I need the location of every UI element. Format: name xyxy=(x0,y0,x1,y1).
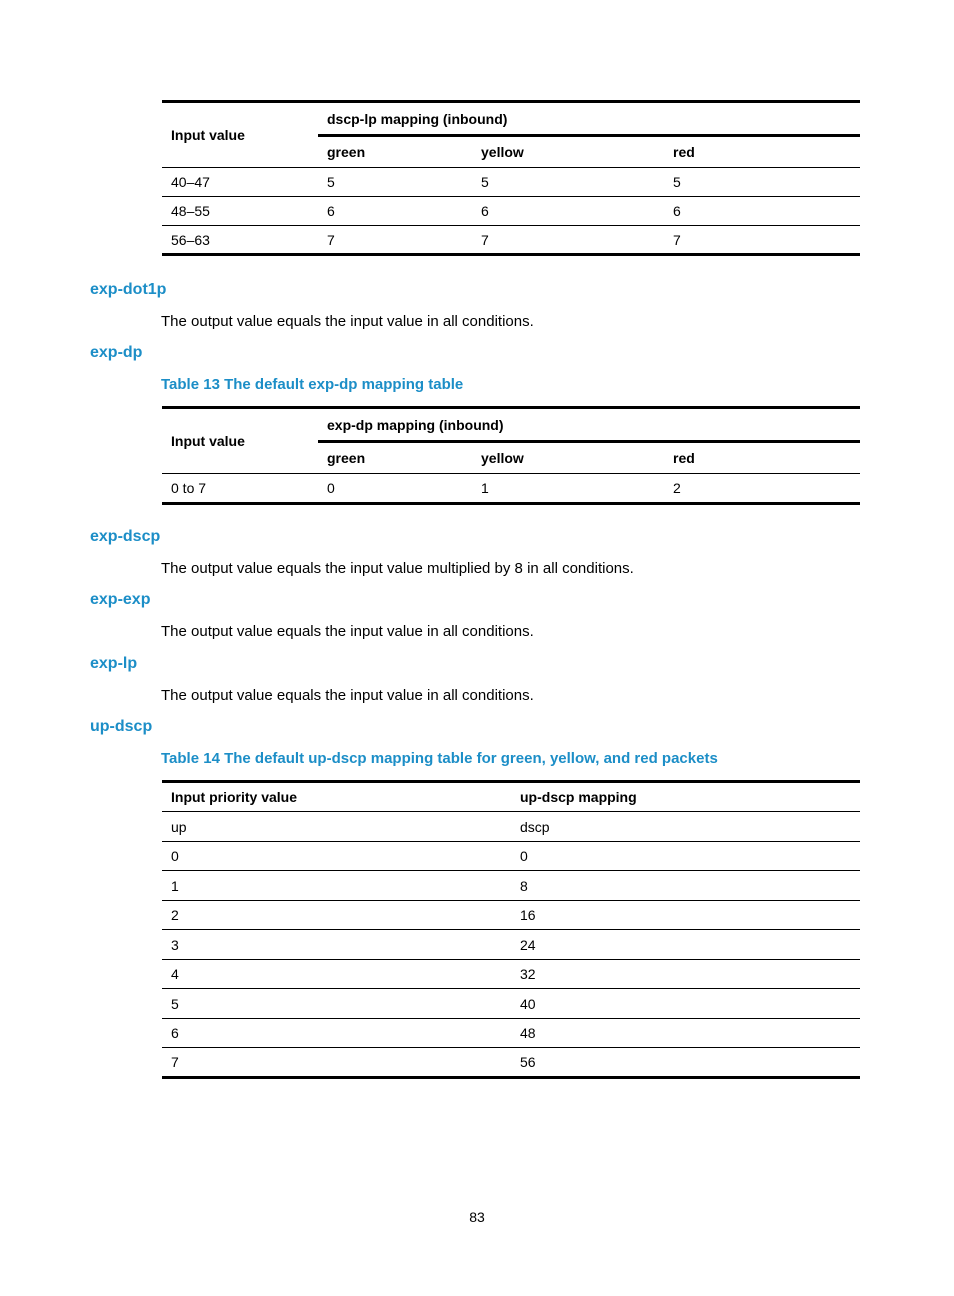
table-cell: 0 to 7 xyxy=(171,480,207,496)
table-cell: up xyxy=(171,818,187,835)
exp-dp-mapping-table xyxy=(162,406,860,505)
section-text-exp-dot1p: The output value equals the input value in all conditions. xyxy=(161,313,534,330)
table-cell: 6 xyxy=(327,203,335,219)
table-cell: 2 xyxy=(673,480,681,496)
section-heading-exp-exp: exp-exp xyxy=(90,591,151,608)
table-cell: 40 xyxy=(520,995,536,1012)
table-cell: 1 xyxy=(171,877,179,894)
table-cell: 3 xyxy=(171,936,179,953)
table-cell: dscp xyxy=(520,818,550,835)
section-text-exp-dscp: The output value equals the input value multiplied by 8 in all conditions. xyxy=(161,560,634,577)
table-header-red: red xyxy=(673,450,695,466)
table-row xyxy=(162,226,860,255)
table-cell: 2 xyxy=(171,907,179,923)
section-text-exp-exp: The output value equals the input value in all conditions. xyxy=(161,623,534,640)
table-row xyxy=(162,1048,860,1078)
table-cell: 40–47 xyxy=(171,174,210,190)
table-row xyxy=(162,960,860,989)
table-header-group: exp-dp mapping (inbound) xyxy=(318,408,860,442)
table-cell: 6 xyxy=(171,1025,179,1041)
table-cell: 0 xyxy=(327,480,335,496)
section-heading-exp-dp: exp-dp xyxy=(90,344,143,361)
table-header-input-priority: Input priority value xyxy=(171,789,298,805)
table-row xyxy=(162,901,860,930)
table-row xyxy=(162,168,860,197)
table-row xyxy=(162,812,860,842)
table-header-input-value: Input value xyxy=(171,127,245,143)
table-cell: 5 xyxy=(327,174,335,190)
table-cell: 24 xyxy=(520,936,536,953)
table-row xyxy=(162,989,860,1019)
table-cell: 1 xyxy=(481,480,489,496)
section-text-exp-lp: The output value equals the input value in all conditions. xyxy=(161,687,534,704)
table-header-yellow: yellow xyxy=(481,450,524,466)
section-heading-exp-dot1p: exp-dot1p xyxy=(90,281,167,298)
table-cell: 7 xyxy=(327,231,335,248)
table-row xyxy=(162,197,860,226)
table-cell: 0 xyxy=(171,848,179,864)
section-heading-up-dscp: up-dscp xyxy=(90,718,153,735)
table-cell: 6 xyxy=(481,203,489,219)
table-row xyxy=(162,474,860,504)
table-row xyxy=(162,871,860,901)
table-header-green: green xyxy=(327,450,366,466)
up-dscp-mapping-table xyxy=(162,780,860,1079)
table-caption-13: Table 13 The default exp-dp mapping table xyxy=(161,376,464,393)
table-cell: 4 xyxy=(171,966,179,982)
table-cell: 56–63 xyxy=(171,231,210,248)
table-cell: 7 xyxy=(481,231,489,248)
table-cell: 6 xyxy=(673,203,681,219)
table-header-group: dscp-lp mapping (inbound) xyxy=(318,102,860,136)
table-cell: 56 xyxy=(520,1054,536,1070)
table-caption-14: Table 14 The default up-dscp mapping table for green, yellow, and red packets xyxy=(161,750,718,767)
dscp-lp-mapping-table xyxy=(162,100,860,256)
table-cell: 32 xyxy=(520,966,536,982)
table-row xyxy=(162,930,860,960)
table-cell: 5 xyxy=(481,174,489,190)
table-header-input-value: Input value xyxy=(171,433,245,449)
table-cell: 0 xyxy=(520,848,528,864)
table-cell: 48–55 xyxy=(171,203,210,219)
table-cell: 5 xyxy=(673,174,681,190)
table-cell: 7 xyxy=(171,1054,179,1070)
table-header-red: red xyxy=(673,144,695,160)
page-number: 83 xyxy=(469,1209,485,1225)
table-header-green: green xyxy=(327,144,366,160)
section-heading-exp-dscp: exp-dscp xyxy=(90,528,161,545)
table-header-yellow: yellow xyxy=(481,144,524,160)
table-row xyxy=(162,1019,860,1048)
table-cell: 48 xyxy=(520,1025,536,1041)
table-row xyxy=(162,842,860,871)
table-cell: 8 xyxy=(520,877,528,894)
table-cell: 16 xyxy=(520,907,536,923)
table-cell: 5 xyxy=(171,995,179,1012)
table-header-up-dscp: up-dscp mapping xyxy=(520,789,637,805)
section-heading-exp-lp: exp-lp xyxy=(90,655,138,672)
table-cell: 7 xyxy=(673,231,681,248)
